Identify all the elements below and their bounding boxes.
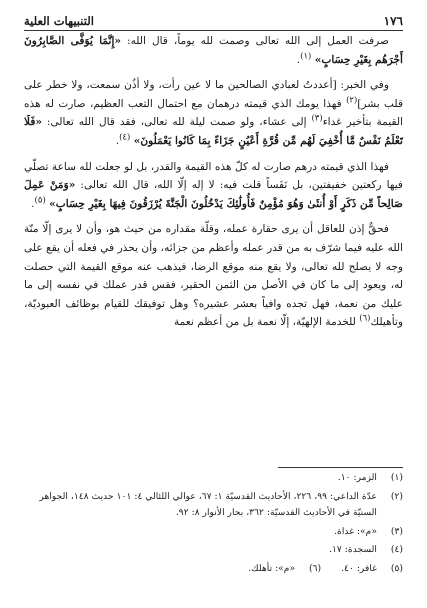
footnote-number: (٤): [390, 544, 403, 555]
text-run: فهذا يومك الذي قيمته درهمان مع احتمال التعب العظيم، صارت له هذه القيمة بتأخير غداء: [24, 97, 403, 129]
footnote-number: (١): [390, 472, 403, 483]
footnote-number: (٢): [390, 490, 403, 502]
footnote-ref: (٤): [119, 132, 131, 143]
footnote-text: عدّة الداعي: ٩٩، ٢٢٦، الأحاديث القدسيّة ١: ٦٧، عوالي اللئالي ٤: ١٠١ حديث ١٤٨، الجواهر السنيّة في الأحاديث القدسيّة: ٣٦٢، بحار الأنوار ٨: ٩٢.: [39, 490, 377, 518]
paragraph: [24, 32, 403, 69]
footnote-text: الزمر: ١٠.: [337, 472, 377, 483]
page-header: [24, 8, 403, 28]
text-run: صرفت العمل إلى الله تعالى وصمت لله يوماً، قال الله:: [121, 35, 389, 47]
page-number: ١٧٦: [383, 14, 403, 28]
text-run: إلى عشاء، ولو صمت ليلة لله تعالى، فقد قال الله تعالى:: [42, 116, 312, 129]
footnote-text: «م»: تأهلك.: [248, 562, 296, 574]
footnote-pair: [24, 561, 403, 580]
footnote-text: غافر: ٤٠.: [341, 562, 377, 574]
footnote-ref: (١): [300, 51, 312, 62]
body-text: [24, 32, 403, 339]
footnote: [24, 524, 403, 541]
running-title: التنبيهات العلية: [24, 14, 94, 28]
footnote-ref: (٦): [359, 313, 371, 324]
footnotes-separator: [278, 467, 403, 468]
header-rule: [24, 30, 403, 31]
footnotes: [24, 470, 403, 579]
footnote: [341, 561, 403, 578]
footnote-number: (٥): [390, 562, 403, 574]
footnote-ref: (٥): [34, 195, 46, 206]
quran-quote: «فَلَا تَعْلَمُ نَفْسٌ مَّا أُخْفِيَ لَهُم مِّن قُرَّةِ أَعْيُنٍ جَزَاءً بِمَا كَانُوا يَعْمَلُونَ»: [24, 116, 403, 147]
footnote-ref: (٣): [311, 113, 323, 124]
text-run: فهذا الذي قيمته درهم صارت له كلّ هذه القيمة والقدر، بل لو جعلت لله ساعة تصلّي فيها ركعتين خفيفتين، بل نَفَساً قلت فيه: لا إله إلّا الله، قال الله تعالى:: [24, 160, 403, 192]
footnote-text: السجدة: ١٧.: [329, 544, 377, 555]
text-run: فحقٌّ إذن للعاقل أن يرى حقارة عمله، وقلّة مقداره من حيث هو، وأن لا يرى إلّا منّة الله عليه فيما شرّف به من قدر عمله وأعظم من جزائه، وأن يحذر في فعله أن يقع على وجه لا يصلح لله تعالى، ولا يقع منه موقع الرضا، فيذهب عنه موقع القيمة التي حصلت له، ويعود إلى ما كان في الأصل من الثمن الحقير، فقس قدر عملك في نفسه إلى ما عليك من نعمة، فهل تجده وافياً بعشر عشيره؟ وهل توفيقك للقيام بوظائف العبوديّة، وتأهيلك: [24, 223, 403, 329]
footnote-text: «م»: غداة.: [334, 525, 377, 537]
footnote-number: (٣): [390, 525, 403, 537]
quran-quote: «إِنَّمَا يُوَفَّى الصَّابِرُونَ أَجْرَهُم بِغَيْرِ حِسَابٍ»: [24, 35, 403, 66]
text-run: للخدمة الإلهيّة، إلّا نعمة بل من أعظم نعمة: [174, 316, 360, 329]
footnote: [24, 489, 403, 522]
paragraph: [24, 158, 403, 214]
paragraph: [24, 76, 403, 150]
footnote: [248, 561, 321, 578]
footnote-ref: (٢): [346, 95, 358, 106]
text-run: .: [115, 134, 120, 147]
footnote: [24, 470, 403, 487]
footnote-number: (٦): [308, 562, 322, 574]
footnote: [24, 542, 403, 559]
text-run: وفي الخبر: [أعددتُ لعبادي الصالحين ما لا عين رأت، ولا أذُن سمعت، ولا خطر على قلب بشر]: [24, 79, 404, 110]
quran-quote: «وَمَنْ عَمِلَ صَالِحاً مِّن ذَكَرٍ أَوْ أُنثَىٰ وَهُوَ مُؤْمِنٌ فَأُولَٰئِكَ يَدْخُلُونَ الْجَنَّةَ يُرْزَقُونَ فِيهَا بِغَيْرِ حِسَابٍ»: [24, 179, 403, 210]
text-run: .: [31, 197, 35, 210]
paragraph: [24, 220, 403, 332]
text-run: .: [296, 53, 301, 66]
